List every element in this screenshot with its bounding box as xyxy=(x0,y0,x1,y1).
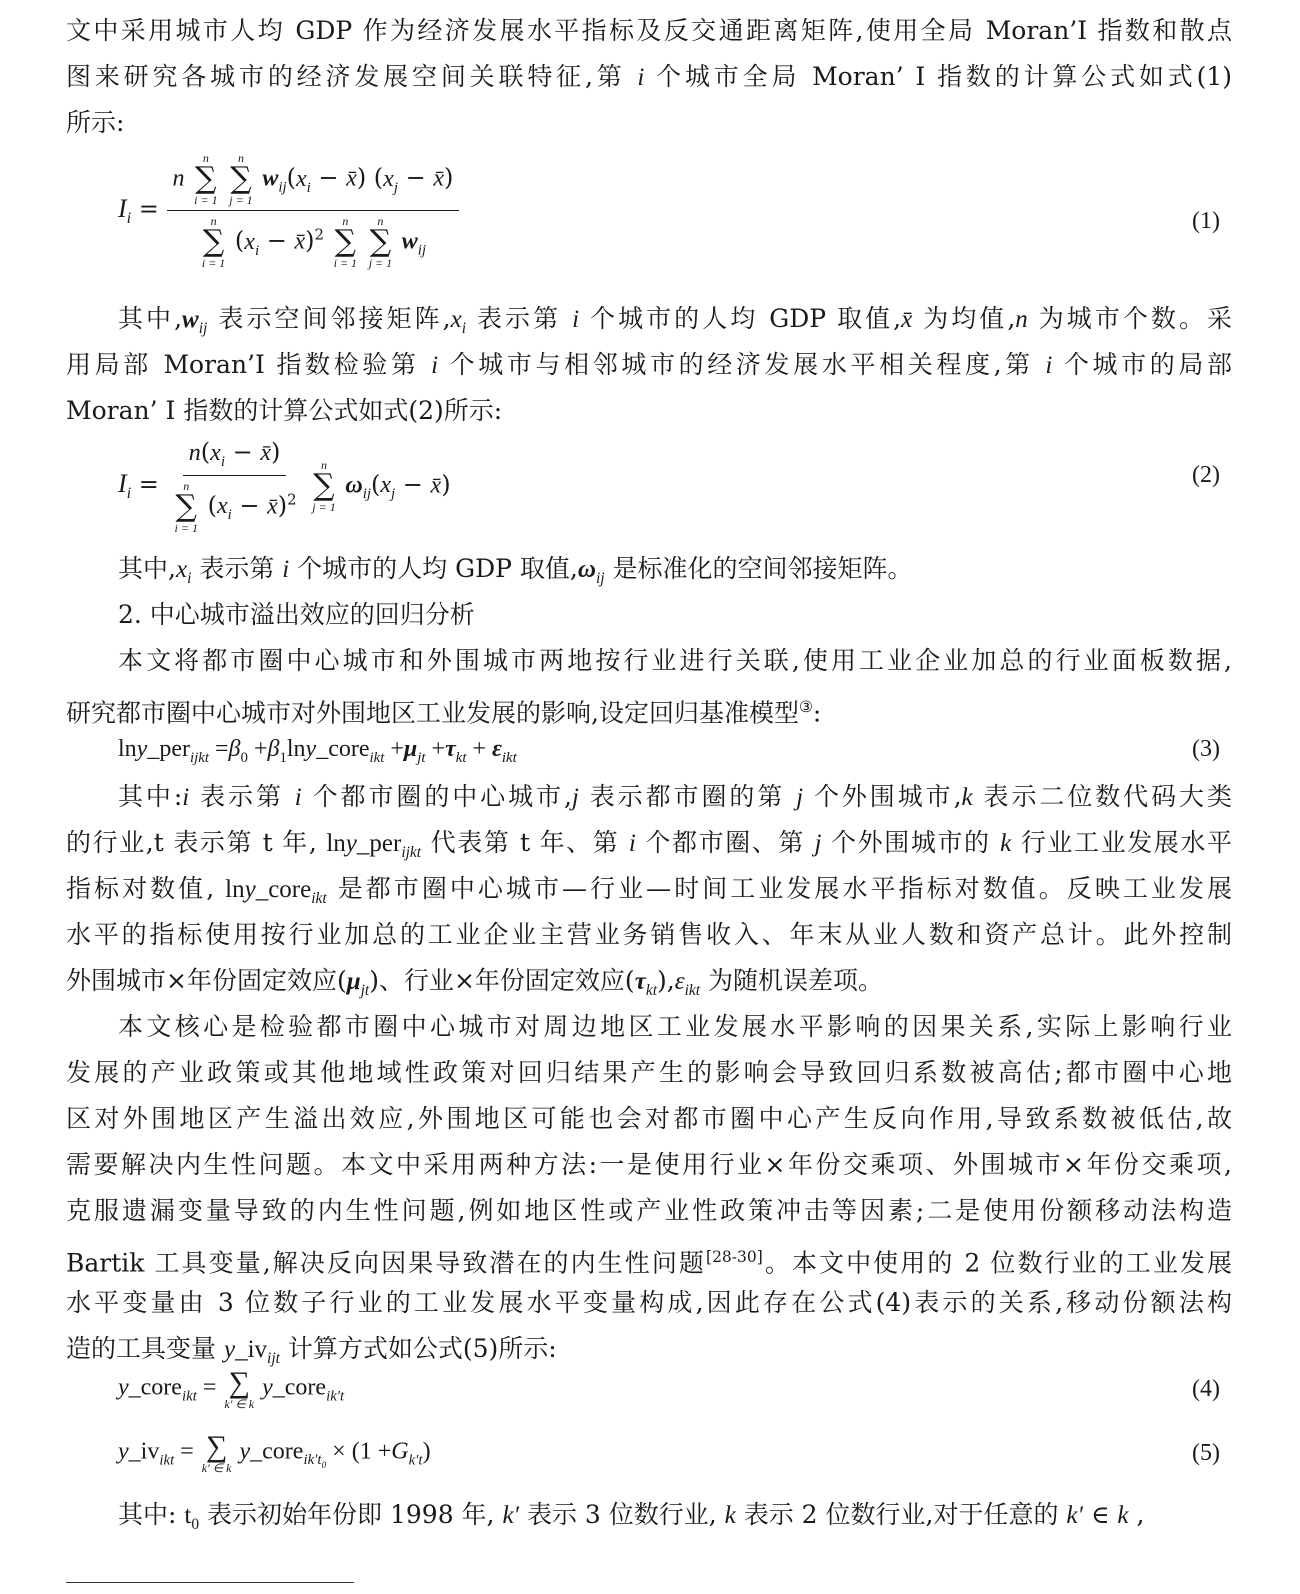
footnote-marker[interactable]: ③ xyxy=(798,698,813,716)
para7-line1: 其中: $t_0$ 表示初始年份即 1998 年, k′ 表示 3 位数行业, k 表示 2 位数行业,对于任意的 k′ ∈ k , xyxy=(118,1500,1145,1533)
para6-line8: 造的工具变量 $y\_iv_{ijt}$ 计算方式如公式(5)所示: xyxy=(66,1334,557,1367)
para1-line1: 文中采用城市人均 GDP 作为经济发展水平指标及反交通距离矩阵,使用全局 Moran’I 指数和散点 xyxy=(66,16,1232,45)
equation-5-number: (5) xyxy=(1192,1440,1220,1466)
para6-line3: 区对外围地区产生溢出效应,外围地区可能也会对都市圈中心产生反向作用,导致系数被低估,故 xyxy=(66,1104,1232,1133)
para6-line4: 需要解决内生性问题。本文中采用两种方法:一是使用行业×年份交乘项、外围城市×年份交乘项, xyxy=(66,1150,1232,1179)
para5-line5: 外围城市×年份固定效应$(\mu_{jt})$、行业×年份固定效应$(\tau_{kt}),\varepsilon_{ikt}$ 为随机误差项。 xyxy=(66,966,884,999)
para2-line1: 其中$,w_{ij}$ 表示空间邻接矩阵$,x_i$ 表示第 i 个城市的人均 GDP 取值,x̄ 为均值,n 为城市个数。采 xyxy=(118,304,1232,337)
equation-1: $I_i$ = n n ∑ i = 1 n ∑ j = 1 $w_{ij}(x_i$ − x̄) ($x_j$ − x̄) n ∑ i = 1 ($x_i$ − x̄)$^2$ n ∑ i = 1 n ∑ j = 1 $w_{ij}$ xyxy=(118,152,459,269)
para1-line2: 图来研究各城市的经济发展空间关联特征,第 i 个城市全局 Moran’ I 指数的计算公式如式(1) xyxy=(66,62,1232,91)
equation-2-number: (2) xyxy=(1192,462,1220,488)
equation-4: y_core$_{ikt}$ = ∑ k′ ∈ k y_core$_{ik't}$ xyxy=(118,1366,345,1411)
para5-line2: 的行业,t 表示第 t 年, lny_per$_{ijkt}$ 代表第 t 年、第 i 个都市圈、第 j 个外围城市的 k 行业工业发展水平 xyxy=(66,828,1232,861)
equation-4-number: (4) xyxy=(1192,1376,1220,1402)
para4-line2: 研究都市圈中心城市对外围地区工业发展的影响,设定回归基准模型③: xyxy=(66,698,822,728)
para6-line1: 本文核心是检验都市圈中心城市对周边地区工业发展水平影响的因果关系,实际上影响行业 xyxy=(118,1012,1232,1041)
equation-1-number: (1) xyxy=(1192,208,1220,234)
para6-line6: Bartik 工具变量,解决反向因果导致潜在的内生性问题[28-30]。本文中使用的 2 位数行业的工业发展 xyxy=(66,1248,1232,1278)
para6-line2: 发展的产业政策或其他地域性政策对回归结果产生的影响会导致回归系数被高估;都市圈中心地 xyxy=(66,1058,1232,1087)
para2-line2: 用局部 Moran’I 指数检验第 i 个城市与相邻城市的经济发展水平相关程度,第 i 个城市的局部 xyxy=(66,350,1232,379)
citation-link[interactable]: [28-30] xyxy=(706,1248,763,1266)
footnote-rule xyxy=(66,1582,354,1583)
para4-line1: 本文将都市圈中心城市和外围城市两地按行业进行关联,使用工业企业加总的行业面板数据, xyxy=(118,646,1232,675)
para1-line3: 所示: xyxy=(66,108,125,137)
para2-line3: Moran’ I 指数的计算公式如式(2)所示: xyxy=(66,396,503,425)
equation-3: lny_per$_{ijkt}$ $=\beta_0$ $+\beta_1\ln y\_core_{ikt} +\mu_{jt} +\tau_{kt} + \varepsilon_{ikt}$ xyxy=(118,736,517,766)
para6-line5: 克服遗漏变量导致的内生性问题,例如地区性或产业性政策冲击等因素;二是使用份额移动法构造 xyxy=(66,1196,1232,1225)
para5-line4: 水平的指标使用按行业加总的工业企业主营业务销售收入、年末从业人数和资产总计。此外控制 xyxy=(66,920,1232,949)
para6-line7: 水平变量由 3 位数子行业的工业发展水平变量构成,因此存在公式(4)表示的关系,移动份额法构 xyxy=(66,1288,1232,1317)
para5-line3: 指标对数值, lny_core$_{ikt}$ 是都市圈中心城市—行业—时间工业发展水平指标对数值。反映工业发展 xyxy=(66,874,1232,907)
equation-3-number: (3) xyxy=(1192,736,1220,762)
section-heading: 2. 中心城市溢出效应的回归分析 xyxy=(118,600,475,629)
para3-line1: 其中$,x_i$ 表示第 i 个城市的人均 GDP 取值$,\omega_{ij}$ 是标准化的空间邻接矩阵。 xyxy=(118,554,913,587)
para5-line1: 其中:i 表示第 i 个都市圈的中心城市,j 表示都市圈的第 j 个外围城市,k 表示二位数代码大类 xyxy=(118,782,1232,811)
equation-2: $I_i$ = $n(x_i$ − x̄) n ∑ i = 1 ($x_i$ − x̄)$^2$ n ∑ j = 1 $\omega_{ij}(x_j$ − x̄) xyxy=(118,438,451,535)
equation-5: $y\_iv_{ikt}$ = ∑ k′ ∈ k y_core$_{ik't_0}$ × $(1 +G_{k't})$ xyxy=(118,1430,431,1475)
